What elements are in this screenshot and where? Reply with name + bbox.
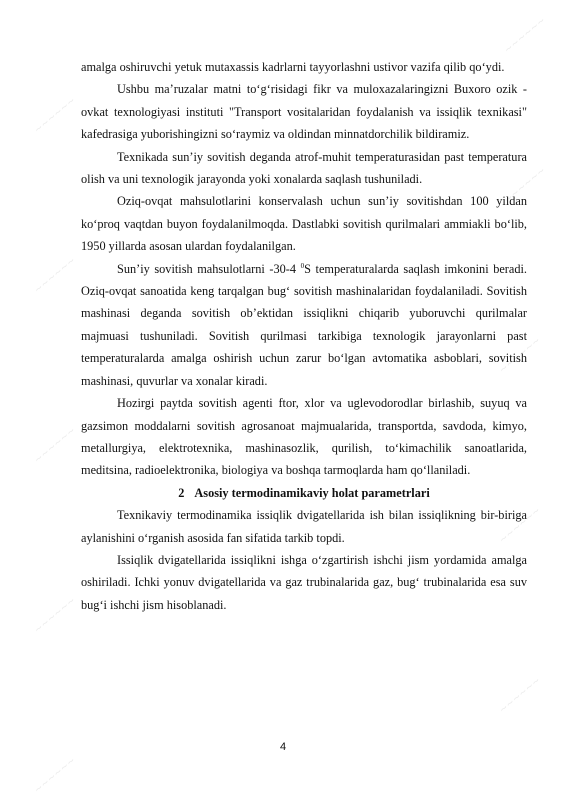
watermark: ~~~~~~	[497, 335, 543, 376]
paragraph: Texnikada sun’iy sovitish deganda atrof-muhit temperaturasidan past temperatura olish va uni texnologik jarayonda yoki xonalarda saqlash tushuniladi.	[81, 149, 527, 187]
watermark: ~~~~~~	[497, 505, 543, 546]
degree-superscript: 0	[300, 261, 305, 270]
section-title: Asosiy termodinamikaviy holat parametrlari	[194, 485, 430, 500]
body-text	[81, 56, 527, 616]
paragraph: Issiqlik dvigatellarida issiqlikni ishga o‘zgartirish ishchi jism yordamida amalga oshiriladi. Ichki yonuv dvigatellarida va gaz trubinalarida gaz, bug‘ trubinalarida esa suv bug‘i ishchi jism hisoblanadi.	[81, 552, 527, 612]
paragraph: Ushbu ma’ruzalar matni to‘g‘risidagi fikr va muloxazalaringizni Buxoro ozik - ovkat texnologiyasi instituti "Transport vositalaridan foydalanish va issiqlik texnikasi" kafedrasiga yuborishingizni so‘raymiz va oldindan minnatdorchilik bildiramiz.	[81, 82, 527, 142]
watermark: ~~~~~~	[32, 425, 78, 466]
page-number: 4	[279, 741, 287, 753]
paragraph	[81, 258, 527, 392]
watermark: ~~~~~~	[32, 755, 78, 796]
section-number: 2	[178, 485, 185, 500]
watermark: ~~~~~~	[32, 595, 78, 636]
paragraph: Texnikaviy termodinamika issiqlik dvigatellarida ish bilan issiqlikning bir-biriga aylanishini o‘rganish asosida fan sifatida tarkib topdi.	[81, 508, 527, 545]
watermark: ~~~~~~	[502, 15, 548, 56]
watermark: ~~~~~~	[502, 165, 548, 206]
paragraph: Hozirgi paytda sovitish agenti ftor, xlor va uglevodorodlar birlashib, suyuq va gazsimon moddalarni sovitish agrosanoat majmualarida, transportda, savdoda, kimyo, metallurgiya, elektrotexnika, mashinasozlik, qurilish, to‘kimachilik sanoatlarida, meditsina, radioelektronika, biologiya va boshqa tarmoqlarda ham qo‘llaniladi.	[81, 396, 527, 478]
watermark: ~~~~~~	[497, 675, 543, 716]
section-heading	[81, 482, 527, 504]
paragraph: amalga oshiruvchi yetuk mutaxassis kadrlarni tayyorlashni ustivor vazifa qilib qo‘ydi.	[81, 60, 505, 74]
paragraph-text: Sun’iy sovitish mahsulotlarni -30-4	[117, 261, 301, 276]
watermark: ~~~~~~	[32, 95, 78, 136]
paragraph: Oziq-ovqat mahsulotlarini konservalash uchun sun’iy sovitishdan 100 yildan ko‘proq vaqtdan buyon foydalanilmoqda. Dastlabki sovitish qurilmalari ammiakli bo‘lib, 1950 yillarda asosan ulardan foydalanilgan.	[81, 194, 527, 254]
paragraph-text: S temperaturalarda saqlash imkonini beradi. Oziq-ovqat sanoatida keng tarqalgan bug‘ sovitish mashinalaridan foydalaniladi. Sovitish mashinasi deganda sovitish ob’ektidan issiqlikni chiqarib yuboruvchi qurilmalar majmuasi tushuniladi. Sovitish qurilmasi tarkibiga texnologik jarayonlarni past temperaturalarda amalga oshirish uchun zarur bo‘lgan avtomatika asboblari, sovitish mashinasi, quvurlar va xonalar kiradi.	[81, 261, 527, 388]
watermark: ~~~~~~	[32, 255, 78, 296]
